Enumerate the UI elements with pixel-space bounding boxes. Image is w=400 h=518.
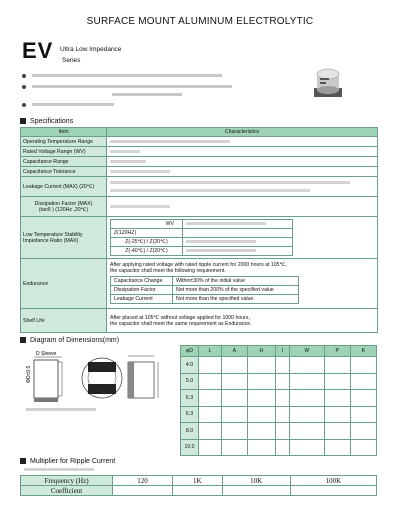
row-label: Capacitance Tolerance <box>21 167 107 177</box>
col-header: A <box>221 346 247 357</box>
frequency-cell: 1K <box>172 476 222 486</box>
dimensions-heading: Diagram of Dimensions(mm) <box>20 337 119 344</box>
table-row <box>21 217 378 259</box>
series-code: EV <box>22 38 54 63</box>
table-row <box>21 157 378 167</box>
col-header: P <box>324 346 350 357</box>
table-row: Dissipation Factor Not more than 200% of the specified value <box>111 285 299 294</box>
impedance-ratio-table <box>110 219 293 256</box>
dimensions-table <box>180 345 377 456</box>
item-column-header: Item <box>21 128 107 137</box>
frequency-cell: 10K <box>222 476 290 486</box>
row-label: Shelf Life <box>21 309 107 333</box>
sleeve-label: D Sleeve <box>36 351 57 357</box>
table-row <box>21 259 378 309</box>
shelf-text-line1: After placed at 105℃ without voltage applied for 1000 hours, <box>110 314 250 321</box>
row-label: Operating Temperature Range <box>21 137 107 147</box>
specifications-table <box>20 127 378 333</box>
table-row <box>21 167 378 177</box>
table-row: 5.0 <box>181 373 377 390</box>
wv-label: WV <box>111 220 183 229</box>
series-description <box>60 44 121 66</box>
ripple-subnote <box>24 468 94 471</box>
diameter-label: ΦD±0.5 <box>26 365 32 383</box>
col-header: φD <box>181 346 199 357</box>
table-row: 8.0 <box>181 423 377 440</box>
z-frequency-label: Z(120HZ) <box>111 229 183 238</box>
frequency-cell: 120 <box>113 476 173 486</box>
row-label: Dissipation Factor (MAX) (tanδ ) (120Hz ,20℃) <box>21 197 107 217</box>
endurance-requirements-table <box>110 276 299 304</box>
table-row: 6.3 <box>181 390 377 407</box>
frequency-cell: 100K <box>290 476 376 486</box>
row-label: Leakage Current (MAX) (20℃) <box>21 177 107 197</box>
table-row <box>21 147 378 157</box>
series-desc-line2: Series <box>62 57 81 64</box>
table-row: Leakage Current Not more than the specified value <box>111 294 299 303</box>
bullet-icon <box>22 85 26 89</box>
table-row: 6.3 <box>181 406 377 423</box>
table-row <box>21 486 377 496</box>
characteristics-column-header: Characteristics <box>107 128 378 137</box>
table-header-row <box>181 346 377 357</box>
feature-item <box>22 84 232 90</box>
table-row <box>21 476 377 486</box>
capacitor-photo <box>313 66 343 98</box>
feature-item <box>22 102 114 108</box>
table-row: 4.0 <box>181 357 377 374</box>
col-header: H <box>247 346 275 357</box>
ripple-heading: Multiplier for Ripple Current <box>20 458 115 465</box>
dimension-diagram <box>22 348 172 416</box>
endurance-text-line2: the capacitor shall meet the following requirement. <box>110 267 226 274</box>
bullet-icon <box>22 74 26 78</box>
document-title: SURFACE MOUNT ALUMINUM ELECTROLYTIC <box>86 16 314 27</box>
table-row: 10.0 <box>181 439 377 456</box>
feature-item-continued <box>112 92 182 98</box>
endurance-text-line1: After applying rated voltage with rated ripple current for 2000 hours at 105℃, <box>110 261 287 268</box>
row-label: Low Temperature Stability Impedance Ratio (MAX) <box>21 217 107 259</box>
bullet-icon <box>22 103 26 107</box>
table-row <box>21 197 378 217</box>
feature-item <box>22 73 222 79</box>
shelf-text-line2: the capacitor shall meet the same requirement as Endurance. <box>110 320 252 327</box>
coefficient-label: Coefficient <box>21 486 113 496</box>
specifications-heading: Specifications <box>20 118 73 125</box>
col-header: I <box>275 346 289 357</box>
row-label: Rated Voltage Range (WV) <box>21 147 107 157</box>
table-row <box>21 177 378 197</box>
row-label: Endurance <box>21 259 107 309</box>
frequency-label: Frequency (Hz) <box>21 476 113 486</box>
ripple-multiplier-table <box>20 475 377 496</box>
col-header: W <box>290 346 325 357</box>
table-row: Capacitance Change Within±30% of the initial value <box>111 276 299 285</box>
table-row <box>21 137 378 147</box>
z40-label: Z(-40℃) / Z(20℃) <box>111 247 183 256</box>
table-header-row <box>21 128 378 137</box>
col-header: K <box>350 346 376 357</box>
row-label: Capacitance Range <box>21 157 107 167</box>
z25-label: Z(-25℃) / Z(20℃) <box>111 238 183 247</box>
table-row <box>21 309 378 333</box>
col-header: L <box>199 346 222 357</box>
series-desc-line1: Ultra Low Impedance <box>60 46 122 53</box>
